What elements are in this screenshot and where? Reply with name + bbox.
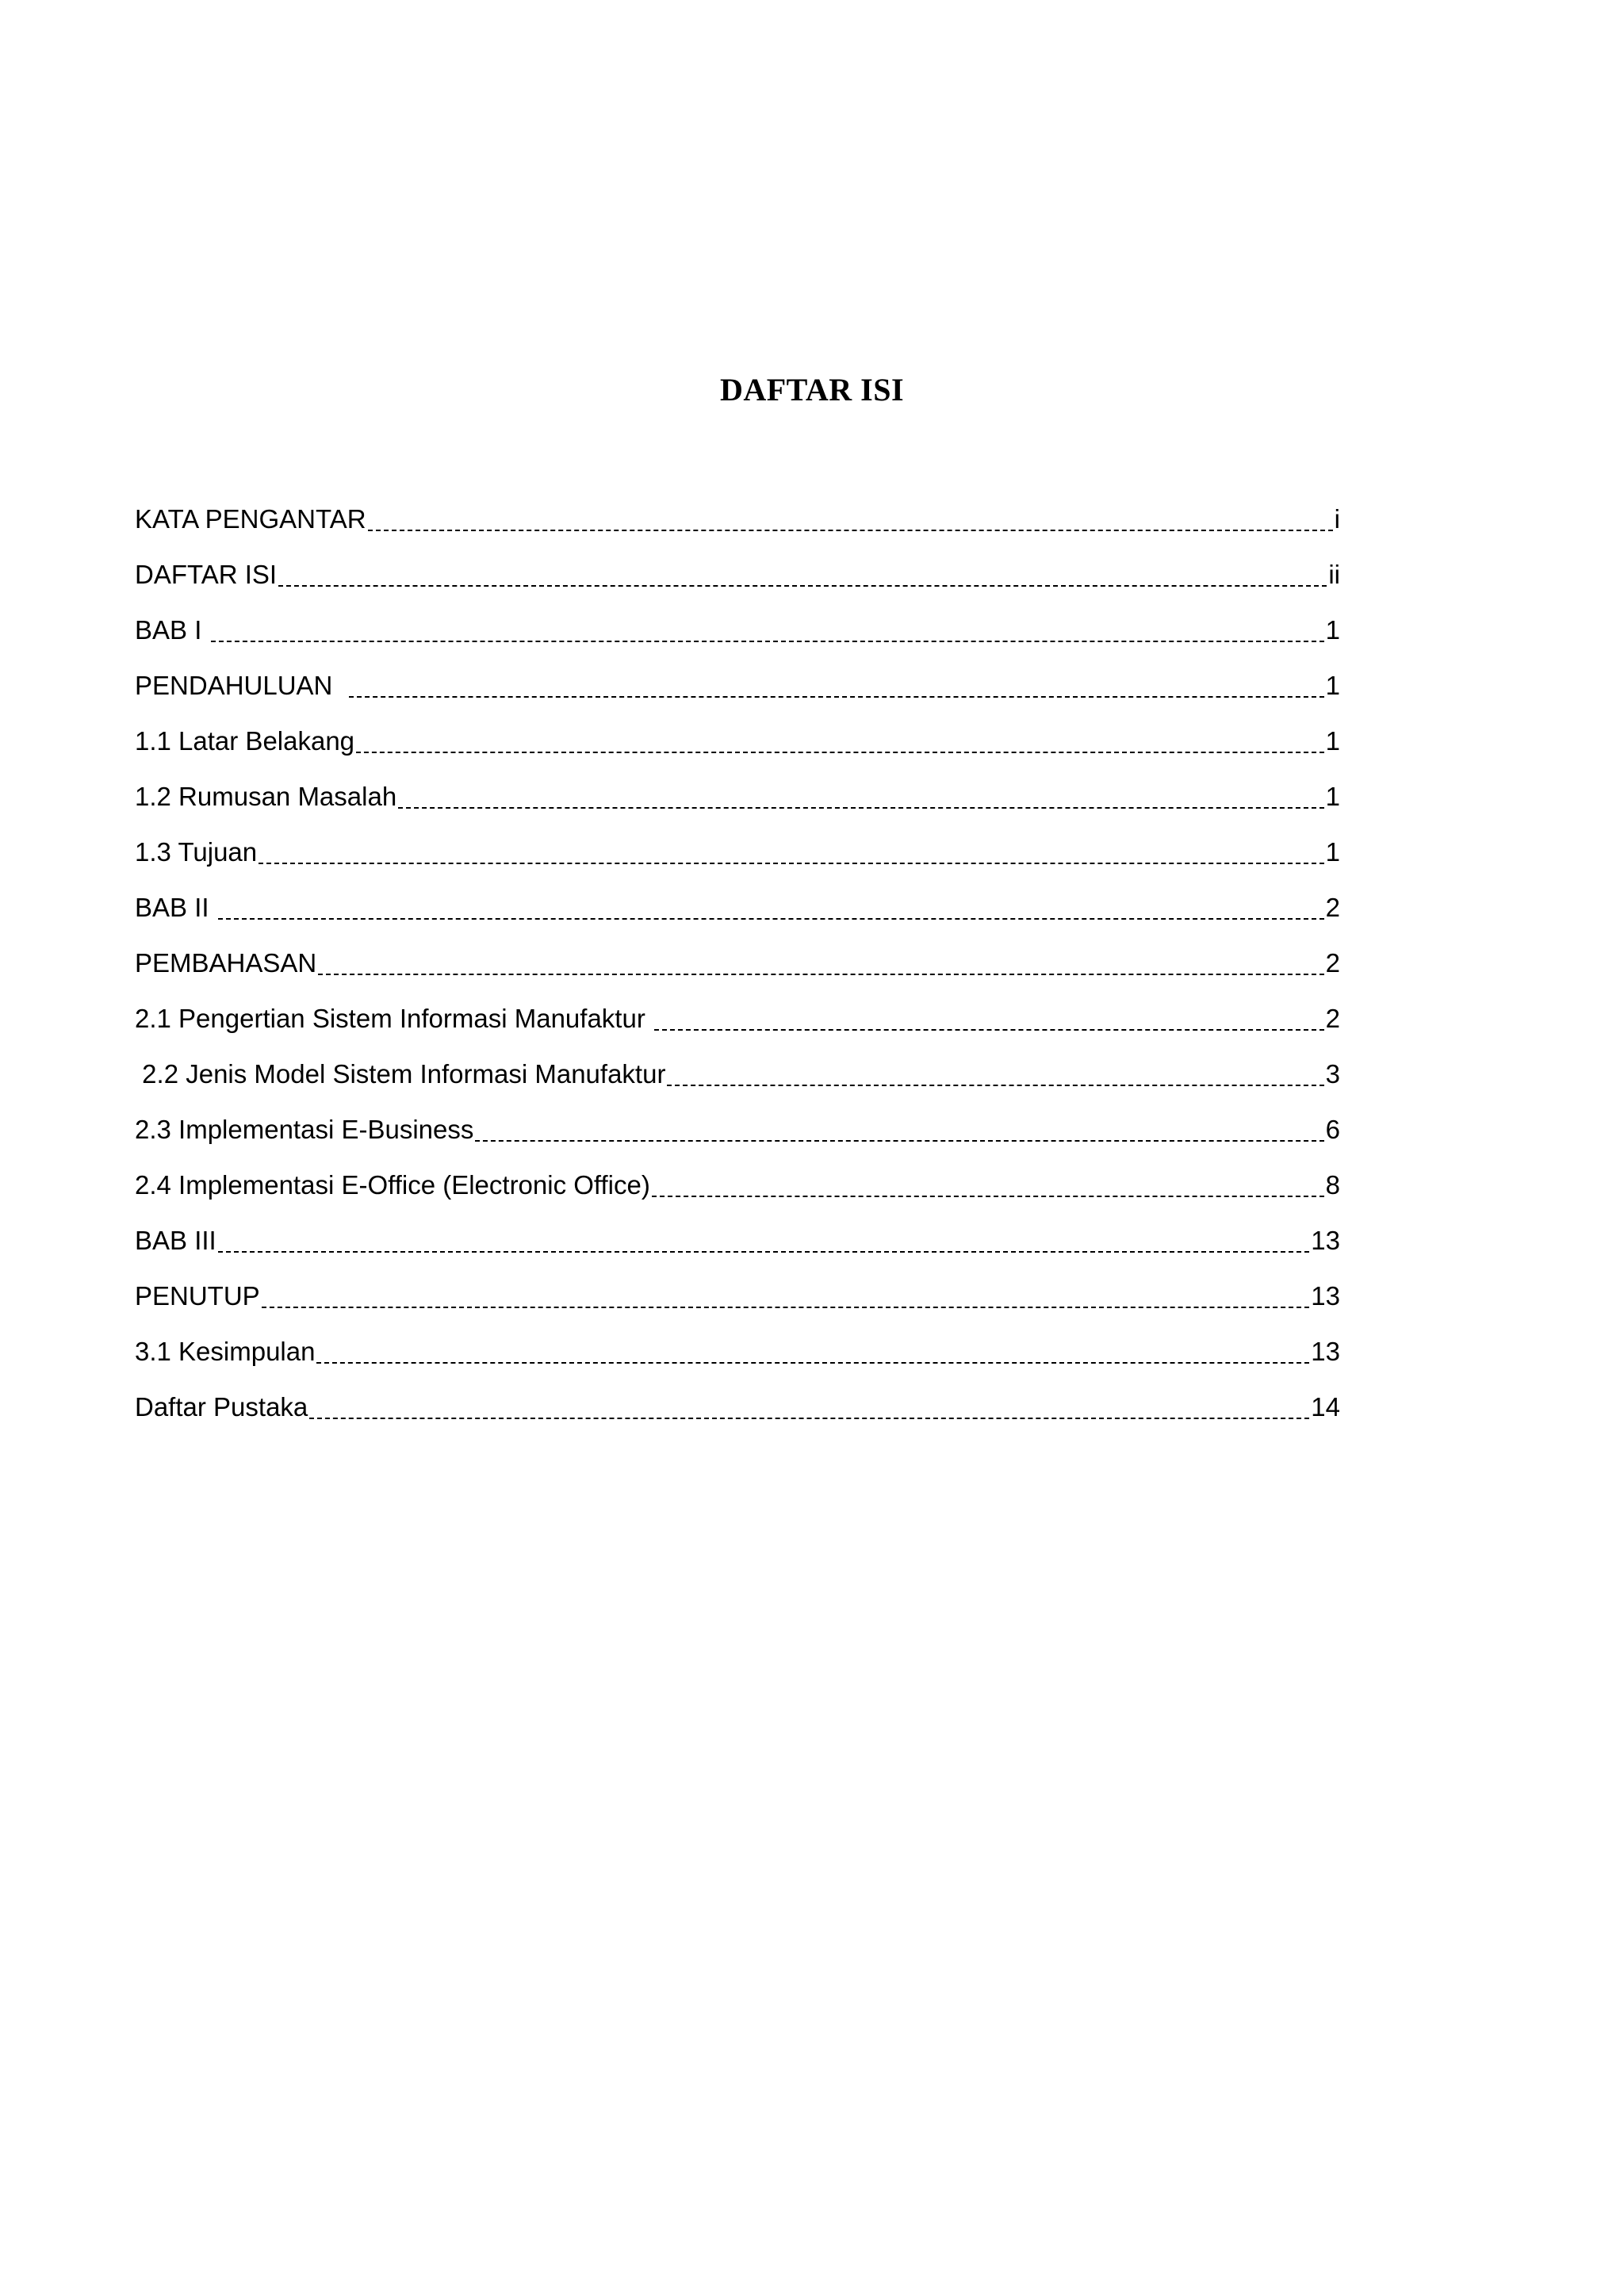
toc-dot-leader — [309, 1418, 1309, 1419]
toc-entry-label: DAFTAR ISI — [135, 560, 278, 589]
toc-entry-daftar-pustaka[interactable] — [135, 1380, 1340, 1435]
toc-page-number: 13 — [1311, 1281, 1340, 1311]
toc-entry-label: 1.1 Latar Belakang — [135, 726, 355, 756]
toc-page-number: 2 — [1325, 1004, 1340, 1033]
toc-entry-label: 1.2 Rumusan Masalah — [135, 782, 397, 811]
toc-entry-e-business[interactable] — [135, 1102, 1340, 1158]
toc-dot-leader — [211, 641, 1324, 642]
toc-page-number: 1 — [1325, 726, 1340, 756]
toc-dot-leader — [652, 1196, 1324, 1197]
toc-entry-kesimpulan[interactable] — [135, 1324, 1340, 1380]
toc-entry-label: 2.1 Pengertian Sistem Informasi Manufaktur — [135, 1004, 653, 1033]
toc-page-number: 14 — [1311, 1392, 1340, 1422]
toc-page-number: 1 — [1325, 615, 1340, 645]
table-of-contents — [135, 492, 1340, 1435]
toc-entry-pembahasan[interactable] — [135, 936, 1340, 991]
toc-dot-leader — [316, 1362, 1309, 1364]
toc-entry-label: 2.4 Implementasi E-Office (Electronic Office) — [135, 1170, 650, 1200]
toc-page-number: 2 — [1325, 948, 1340, 978]
toc-page-number: 1 — [1325, 837, 1340, 867]
toc-dot-leader — [667, 1085, 1323, 1086]
toc-entry-label: 1.3 Tujuan — [135, 837, 258, 867]
toc-entry-e-office[interactable] — [135, 1158, 1340, 1213]
toc-entry-label: KATA PENGANTAR — [135, 504, 366, 534]
toc-dot-leader — [349, 696, 1324, 698]
toc-page-number: i — [1334, 504, 1340, 534]
toc-page-number: 8 — [1325, 1170, 1340, 1200]
toc-entry-bab-3[interactable] — [135, 1213, 1340, 1269]
toc-dot-leader — [318, 974, 1323, 975]
toc-dot-leader — [368, 530, 1333, 531]
toc-entry-pendahuluan[interactable] — [135, 658, 1340, 714]
toc-page-number: 3 — [1325, 1059, 1340, 1089]
toc-dot-leader — [475, 1140, 1323, 1142]
toc-entry-label: 2.2 Jenis Model Sistem Informasi Manufaktur — [135, 1059, 666, 1089]
toc-entry-label: 2.3 Implementasi E-Business — [135, 1115, 474, 1144]
toc-page-number: 1 — [1325, 782, 1340, 811]
toc-entry-label: BAB III — [135, 1226, 216, 1255]
toc-entry-label: BAB II — [135, 893, 216, 922]
toc-entry-label: PENUTUP — [135, 1281, 260, 1311]
toc-page-number: 1 — [1325, 671, 1340, 700]
toc-page-number: 6 — [1325, 1115, 1340, 1144]
toc-entry-tujuan[interactable] — [135, 825, 1340, 880]
toc-entry-label: BAB I — [135, 615, 209, 645]
toc-entry-label: PEMBAHASAN — [135, 948, 317, 978]
toc-dot-leader — [654, 1029, 1324, 1031]
toc-entry-label: PENDAHULUAN — [135, 671, 347, 700]
toc-entry-daftar-isi[interactable] — [135, 547, 1340, 603]
toc-entry-bab-2[interactable] — [135, 880, 1340, 936]
toc-page-number: 2 — [1325, 893, 1340, 922]
toc-dot-leader — [218, 1251, 1310, 1253]
toc-page-number: 13 — [1311, 1226, 1340, 1255]
toc-entry-kata-pengantar[interactable] — [135, 492, 1340, 547]
toc-entry-latar-belakang[interactable] — [135, 714, 1340, 769]
toc-entry-jenis-model-sim[interactable] — [135, 1047, 1340, 1102]
toc-entry-label: Daftar Pustaka — [135, 1392, 308, 1422]
toc-entry-pengertian-sim[interactable] — [135, 991, 1340, 1047]
toc-dot-leader — [218, 918, 1324, 920]
toc-entry-rumusan-masalah[interactable] — [135, 769, 1340, 825]
toc-dot-leader — [356, 752, 1324, 753]
toc-entry-label: 3.1 Kesimpulan — [135, 1337, 316, 1366]
toc-page-number: 13 — [1311, 1337, 1340, 1366]
toc-dot-leader — [278, 585, 1327, 587]
page-title: DAFTAR ISI — [719, 372, 905, 408]
toc-page-number: ii — [1328, 560, 1340, 589]
toc-dot-leader — [259, 863, 1324, 864]
toc-dot-leader — [262, 1307, 1310, 1308]
toc-entry-penutup[interactable] — [135, 1269, 1340, 1324]
toc-entry-bab-1[interactable] — [135, 603, 1340, 658]
toc-dot-leader — [398, 807, 1323, 809]
